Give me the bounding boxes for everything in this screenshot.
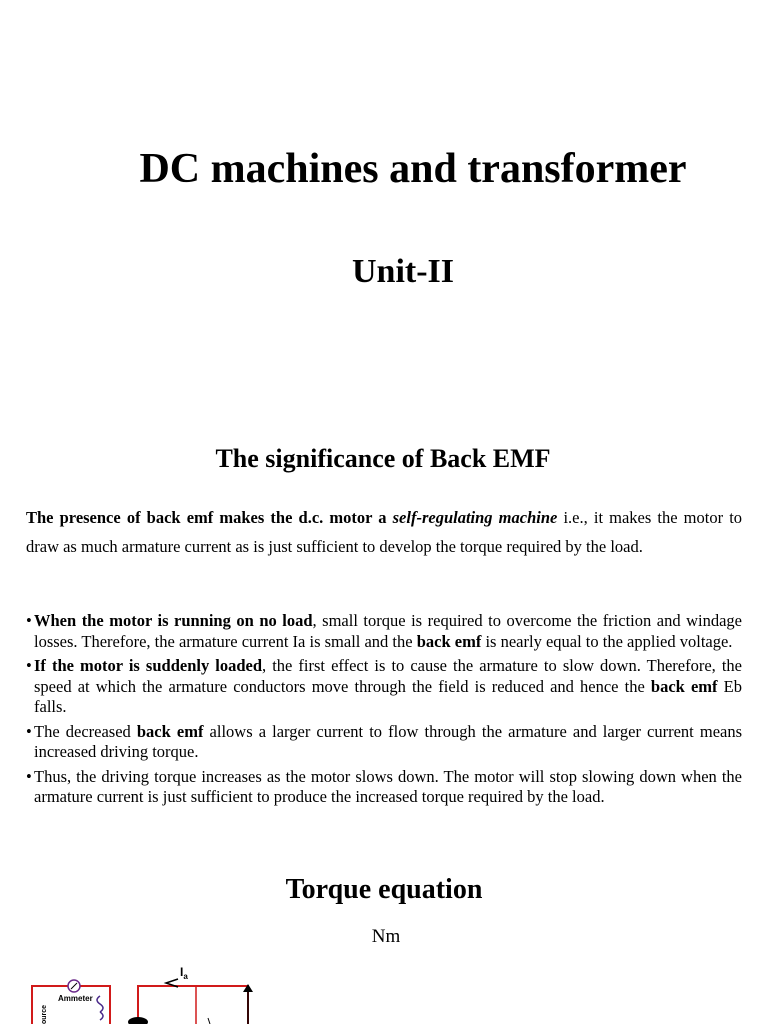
intro-lead: The presence of back emf makes the d.c. motor a (26, 508, 387, 527)
bullet-item (26, 722, 742, 763)
source-label: ource (41, 1004, 48, 1024)
bullet-text: allows a larger current to flow through the armature and larger current means increased driving torque. (34, 721, 743, 761)
bullet-text: Thus, the driving torque increases as the motor slows down. The motor will stop slowing down when the armature current is just sufficient to produce the increased torque required by the load. (34, 766, 742, 806)
armature-wire (138, 986, 248, 1024)
bullet-marker: • (26, 656, 32, 675)
field-coil (97, 996, 103, 1020)
current-label: $I_a$ (180, 965, 188, 981)
intro-paragraph (26, 503, 742, 561)
bullet-emphasis: back emf (416, 631, 482, 651)
bullet-text: , the first effect is to cause the armature to slow down. Therefore, the speed at which the armature conductors move through the field is reduced and hence the (34, 656, 742, 696)
ammeter-label: Ammeter (58, 994, 93, 1003)
intro-rest: i.e., it makes the motor to draw as much armature current as is just sufficient to develop the torque required by the load. (26, 508, 743, 556)
bullet-item (26, 611, 742, 652)
bullet-item (26, 656, 742, 718)
bullet-marker: • (26, 766, 32, 786)
section-heading: The significance of Back EMF (215, 444, 551, 473)
torque-heading: Torque equation (285, 874, 483, 905)
torque-unit: Nm (371, 926, 401, 947)
bullet-text: , small torque is required to overcome the friction and windage losses. Therefore, the armature current Ia is small and the (34, 611, 743, 651)
bullet-item (26, 767, 742, 808)
motor-armature-icon (128, 1017, 148, 1024)
bullet-emphasis: back emf (650, 676, 718, 696)
bullet-list (26, 611, 742, 812)
intro-emphasis: self-regulating machine (392, 508, 558, 527)
bullet-text: is nearly equal to the applied voltage. (481, 631, 733, 651)
unit-title: Unit-II (351, 253, 455, 290)
circuit-diagram (0, 960, 300, 1024)
bullet-emphasis: back emf (136, 721, 204, 741)
bullet-emphasis: When the motor is running on no load (34, 611, 313, 630)
bullet-text: Eb falls. (34, 676, 742, 716)
document-title: DC machines and transformer (139, 146, 687, 192)
bullet-emphasis: If the motor is suddenly loaded (34, 656, 263, 675)
bullet-text: The decreased (34, 721, 137, 741)
resistor-mark (208, 1018, 210, 1024)
bullet-marker: • (26, 721, 32, 741)
bullet-marker: • (26, 611, 32, 630)
